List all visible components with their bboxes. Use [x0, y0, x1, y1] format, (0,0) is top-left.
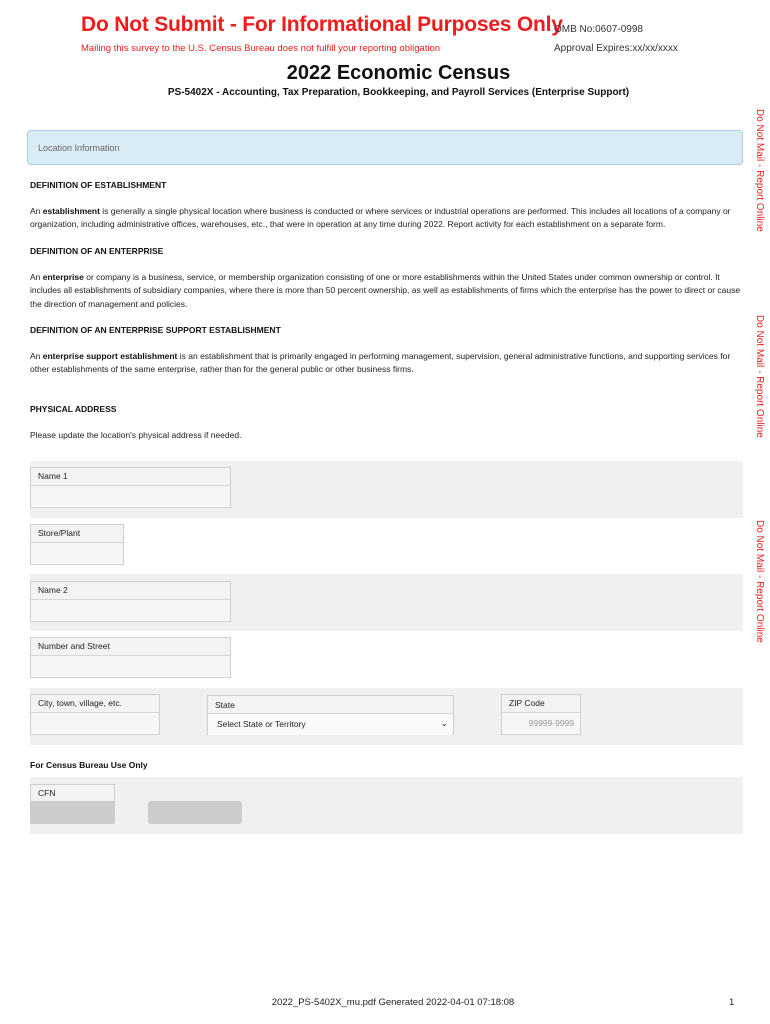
- side-notice-3: Do Not Mail - Report Online: [754, 520, 765, 643]
- city-field: [30, 694, 160, 735]
- city-input[interactable]: [31, 713, 159, 733]
- side-notice-1: Do Not Mail - Report Online: [754, 109, 765, 232]
- support-establishment-definition: An enterprise support establishment is an establishment that is primarily engaged in performing management, supervision, general administrative functions, and supporting services for other establishments of the same enterprise, rather than for the general public or other business firms.: [30, 351, 731, 375]
- chevron-down-icon: ⌄: [440, 718, 448, 728]
- enterprise-term: enterprise: [42, 272, 84, 282]
- establishment-term: establishment: [42, 206, 100, 216]
- name2-label: Name 2: [31, 582, 230, 600]
- enterprise-heading: DEFINITION OF AN ENTERPRISE: [30, 246, 164, 256]
- warning-title: Do Not Submit - For Informational Purposes Only: [81, 13, 563, 36]
- support-establishment-heading: DEFINITION OF AN ENTERPRISE SUPPORT ESTABLISHMENT: [30, 325, 281, 335]
- zip-input[interactable]: 99999-9999: [502, 713, 580, 733]
- approval-expires: Approval Expires:xx/xx/xxxx: [554, 43, 678, 54]
- form-row-band-4: [30, 777, 743, 834]
- store-plant-field: [30, 524, 124, 565]
- page-title: 2022 Economic Census: [286, 62, 511, 84]
- state-select[interactable]: [208, 714, 453, 735]
- establishment-heading: DEFINITION OF ESTABLISHMENT: [30, 180, 167, 190]
- street-field: [30, 637, 231, 678]
- page-subtitle: PS-5402X - Accounting, Tax Preparation, Bookkeeping, and Payroll Services (Enterprise Support): [167, 87, 630, 98]
- page-number: 1: [729, 997, 735, 1008]
- location-information-label: Location Information: [38, 143, 120, 153]
- cfn-secondary-input[interactable]: [148, 801, 242, 824]
- omb-number: OMB No:0607-0998: [554, 24, 643, 35]
- state-field: [207, 695, 454, 735]
- state-select-value: Select State or Territory: [217, 719, 306, 729]
- name1-label: Name 1: [31, 468, 230, 486]
- city-label: City, town, village, etc.: [31, 695, 159, 713]
- footer-generated: 2022_PS-5402X_mu.pdf Generated 2022-04-01 07:18:08: [271, 997, 515, 1008]
- name1-input[interactable]: [31, 486, 230, 506]
- zip-field: [501, 694, 581, 735]
- cfn-field: [30, 784, 115, 802]
- census-use-heading: For Census Bureau Use Only: [30, 760, 148, 770]
- cfn-input[interactable]: [30, 801, 115, 824]
- zip-label: ZIP Code: [502, 695, 580, 713]
- cfn-label: CFN: [31, 785, 114, 803]
- side-notice-2: Do Not Mail - Report Online: [754, 315, 765, 438]
- name2-field: [30, 581, 231, 622]
- name1-field: [30, 467, 231, 508]
- enterprise-definition: An enterprise or company is a business, service, or membership organization consisting of one or more establishments within the United States under common ownership or control. It includes all establishments of subsidiary companies, where there is more than 50 percent ownership, as well as establishments of firms which the enterprise has the power to direct or cause the direction of management and policies.: [30, 272, 741, 309]
- location-information-section: [27, 130, 743, 165]
- store-plant-label: Store/Plant: [31, 525, 123, 543]
- street-input[interactable]: [31, 656, 230, 676]
- physical-address-heading: PHYSICAL ADDRESS: [30, 404, 117, 414]
- support-establishment-term: enterprise support establishment: [42, 351, 178, 361]
- street-label: Number and Street: [31, 638, 230, 656]
- store-plant-input[interactable]: [31, 543, 123, 563]
- name2-input[interactable]: [31, 600, 230, 620]
- warning-subtitle: Mailing this survey to the U.S. Census Bureau does not fulfill your reporting obligation: [81, 43, 441, 54]
- state-label: State: [208, 696, 453, 714]
- physical-address-instruction: Please update the location's physical address if needed.: [30, 430, 242, 440]
- establishment-definition: An establishment is generally a single physical location where business is conducted or where services or industrial operations are performed. This includes all locations of a company or organization, including administrative offices, warehouses, etc., that were in operation at any time during 2022. Report activity for each establishment on a separate form.: [30, 206, 731, 230]
